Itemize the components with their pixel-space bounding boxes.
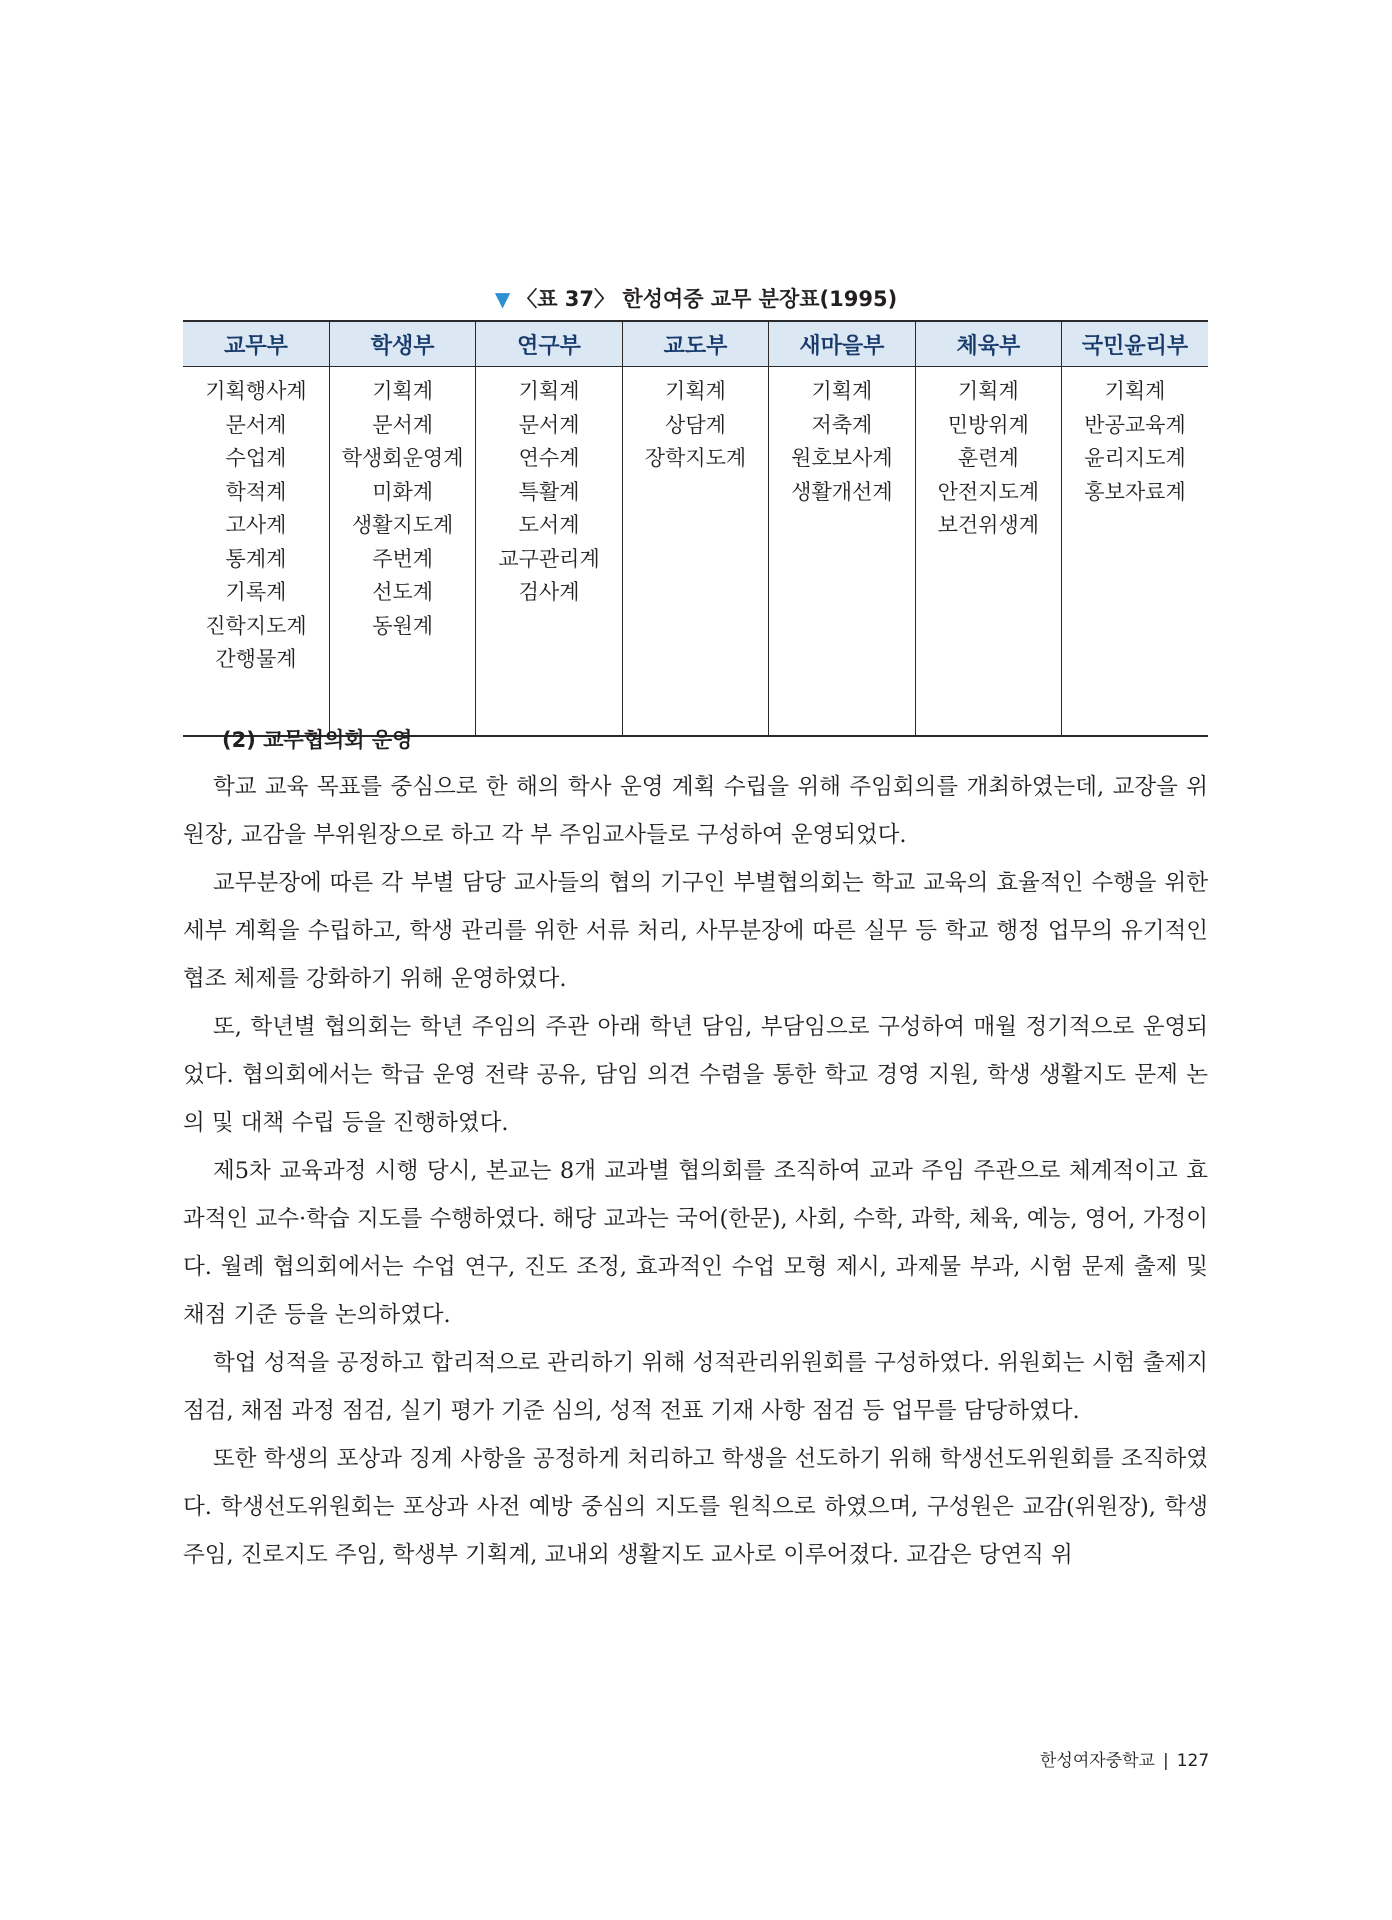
duty-item: 검사계 [518, 580, 580, 604]
duty-column [329, 367, 475, 737]
duty-item: 고사계 [225, 513, 287, 537]
body-text [183, 763, 1208, 1579]
duty-item: 안전지도계 [937, 479, 1040, 504]
duty-column [915, 367, 1061, 737]
duty-item: 주번계 [372, 546, 434, 571]
duty-column [183, 367, 329, 737]
duty-item: 저축계 [811, 412, 873, 437]
duty-item: 학생회운영계 [341, 446, 464, 470]
duty-item: 보건위생계 [937, 513, 1040, 537]
duty-column [769, 367, 915, 737]
header-cell: 교무부 [183, 321, 329, 367]
duty-item: 간행물계 [215, 647, 297, 671]
header-cell: 연구부 [476, 321, 622, 367]
page-number: 127 [1176, 1751, 1210, 1771]
duty-item: 연수계 [518, 446, 580, 470]
duty-column [476, 367, 622, 737]
duty-item: 생활지도계 [351, 513, 454, 537]
duty-item: 선도계 [372, 580, 434, 604]
paragraph: 학업 성적을 공정하고 합리적으로 관리하기 위해 성적관리위원회를 구성하였다. 위원회는 시험 출제지 점검, 채점 과정 점검, 실기 평가 기준 심의, 성적 전표 기재 사항 점검 등 업무를 담당하였다. [183, 1350, 1208, 1424]
duty-item: 상담계 [665, 412, 726, 437]
header-cell: 새마을부 [769, 321, 915, 367]
table-caption-text: 〈표 37〉 한성여중 교무 분장표(1995) [516, 287, 898, 311]
page-footer [1040, 1746, 1209, 1771]
duty-item: 진학지도계 [205, 613, 307, 638]
duty-item: 원호보사계 [791, 446, 893, 470]
duty-item: 수업계 [225, 446, 287, 470]
duty-item: 홍보자료계 [1084, 479, 1186, 504]
duty-item: 생활개선계 [791, 479, 893, 504]
duty-item: 통계계 [225, 546, 287, 571]
duty-item: 기록계 [225, 580, 287, 604]
duty-item: 기획계 [811, 379, 873, 403]
duty-item: 기획계 [957, 379, 1019, 403]
duty-table [183, 320, 1208, 737]
duty-item: 도서계 [518, 513, 580, 537]
duty-item: 반공교육계 [1084, 412, 1186, 437]
duty-item: 장학지도계 [644, 446, 747, 470]
footer-separator: | [1162, 1751, 1169, 1771]
duty-column [622, 367, 768, 737]
header-cell: 체육부 [915, 321, 1061, 367]
paragraph: 제5차 교육과정 시행 당시, 본교는 8개 교과별 협의회를 조직하여 교과 주임 주관으로 체계적이고 효과적인 교수·학습 지도를 수행하였다. 해당 교과는 국어(한문), 사회, 수학, 과학, 체육, 예능, 영어, 가정이다. 월례 협의회에서는 수업 연구, 진도 조정, 효과적인 수업 모형 제시, 과제물 부과, 시험 문제 출제 및 채점 기준 등을 논의하였다. [183, 1158, 1208, 1328]
duty-item: 훈련계 [957, 446, 1019, 470]
paragraph: 교무분장에 따른 각 부별 담당 교사들의 협의 기구인 부별협의회는 학교 교육의 효율적인 수행을 위한 세부 계획을 수립하고, 학생 관리를 위한 서류 처리, 사무분장에 따른 실무 등 학교 행정 업무의 유기적인 협조 체제를 강화하기 위해 운영하였다. [183, 870, 1208, 992]
duty-item: 기획계 [1104, 379, 1166, 403]
duty-item: 문서계 [518, 412, 580, 437]
section-heading: (2) 교무협의회 운영 [222, 728, 413, 752]
triangle-down-icon: ▼ [494, 287, 511, 311]
header-cell: 교도부 [622, 321, 768, 367]
table-row [183, 367, 1208, 737]
duty-item: 미화계 [372, 479, 434, 504]
duty-item: 문서계 [372, 412, 434, 437]
header-cell: 국민윤리부 [1062, 321, 1208, 367]
paragraph: 학교 교육 목표를 중심으로 한 해의 학사 운영 계획 수립을 위해 주임회의를 개최하였는데, 교장을 위원장, 교감을 부위원장으로 하고 각 부 주임교사들로 구성하여 운영되었다. [183, 774, 1208, 848]
table-header-row [183, 321, 1208, 367]
footer-school-name: 한성여자중학교 [1040, 1751, 1155, 1771]
duty-item: 동원계 [372, 613, 434, 638]
duty-item: 교구관리계 [498, 546, 600, 571]
duty-item: 기획계 [518, 379, 580, 403]
duty-item: 기획행사계 [205, 379, 307, 403]
duty-item: 민방위계 [947, 412, 1029, 437]
header-cell: 학생부 [329, 321, 475, 367]
table-caption [0, 283, 1392, 313]
duty-item: 문서계 [225, 412, 287, 437]
duty-column [1062, 367, 1208, 737]
duty-item: 윤리지도계 [1084, 446, 1186, 470]
duty-item: 기획계 [665, 379, 726, 403]
duty-item: 기획계 [372, 379, 434, 403]
duty-item: 학적계 [225, 479, 287, 504]
duty-item: 특활계 [518, 479, 580, 504]
paragraph: 또, 학년별 협의회는 학년 주임의 주관 아래 학년 담임, 부담임으로 구성하여 매월 정기적으로 운영되었다. 협의회에서는 학급 운영 전략 공유, 담임 의견 수렴을 통한 학교 경영 지원, 학생 생활지도 문제 논의 및 대책 수립 등을 진행하였다. [183, 1014, 1208, 1136]
paragraph: 또한 학생의 포상과 징계 사항을 공정하게 처리하고 학생을 선도하기 위해 학생선도위원회를 조직하였다. 학생선도위원회는 포상과 사전 예방 중심의 지도를 원칙으로 하였으며, 구성원은 교감(위원장), 학생 주임, 진로지도 주임, 학생부 기획계, 교내외 생활지도 교사로 이루어졌다. 교감은 당연직 위 [183, 1446, 1208, 1568]
